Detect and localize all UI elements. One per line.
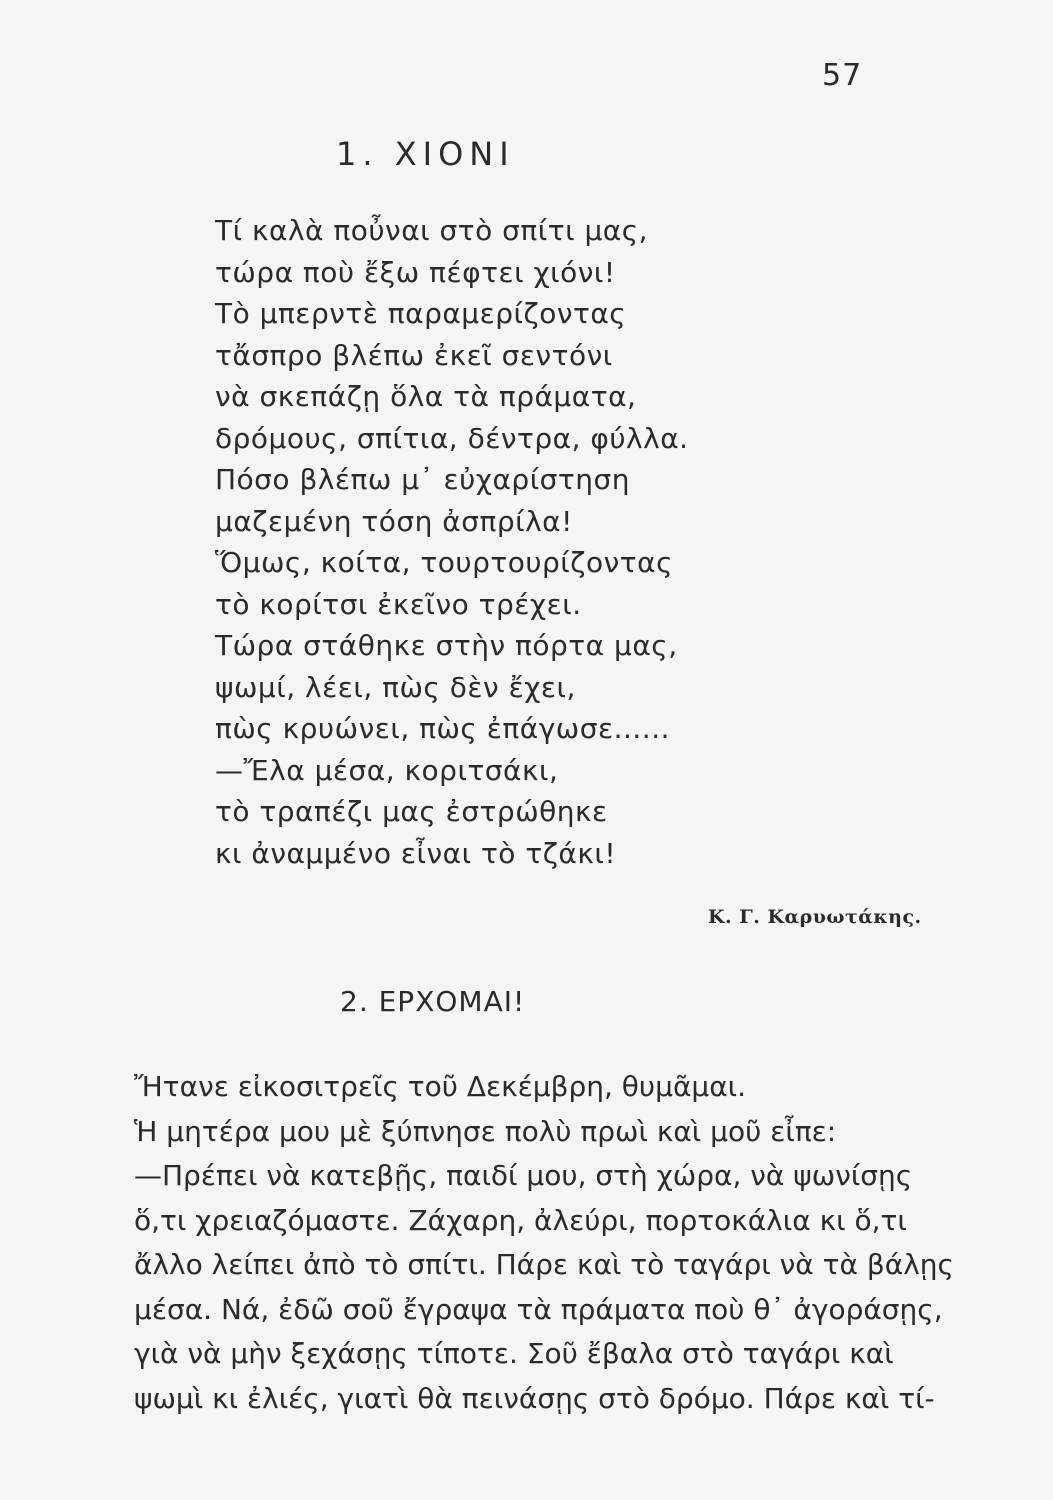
poem-line: τὸ κορίτσι ἐκεῖνο τρέχει.: [215, 587, 582, 621]
poem-line: Ὅμως, κοίτα, τουρτουρίζοντας: [215, 546, 674, 579]
story-line: Ἡ μητέρα μου μὲ ξύπνησε πολὺ πρωὶ καὶ μοῦ εἶπε:: [134, 1114, 837, 1148]
poem-line: Τώρα στάθηκε στὴν πόρτα μας,: [215, 629, 678, 662]
poem-line: —Ἔλα μέσα, κοριτσάκι,: [215, 753, 559, 787]
poem-author: Κ. Γ. Καρυωτάκης.: [708, 906, 922, 928]
story-line: ψωμὶ κι ἐλιές, γιατὶ θὰ πεινάσῃς στὸ δρόμο. Πάρε καὶ τί-: [134, 1381, 935, 1415]
story-line: μέσα. Νά, ἐδῶ σοῦ ἔγραψα τὰ πράματα ποὺ θ᾽ ἀγοράσῃς,: [134, 1292, 943, 1326]
poem-line: Πόσο βλέπω μ᾽ εὐχαρίστηση: [215, 463, 631, 496]
poem-line: κι ἀναμμένο εἶναι τὸ τζάκι!: [215, 836, 617, 870]
poem-body: [215, 210, 689, 874]
story-line: ὅ,τι χρειαζόμαστε. Ζάχαρη, ἀλεύρι, πορτοκάλια κι ὅ,τι: [134, 1203, 907, 1237]
poem-line: Τὸ μπερντὲ παραμερίζοντας: [215, 297, 627, 330]
story-body: [118, 1065, 954, 1421]
poem-line: νὰ σκεπάζῃ ὅλα τὰ πράματα,: [215, 380, 637, 413]
poem-title: 1. ΧΙΟΝΙ: [336, 135, 515, 173]
story-line: Ἤτανε εἰκοσιτρεῖς τοῦ Δεκέμβρη, θυμᾶμαι.: [134, 1070, 747, 1103]
story-line: —Πρέπει νὰ κατεβῇς, παιδί μου, στὴ χώρα, νὰ ψωνίσῃς: [134, 1159, 913, 1192]
poem-line: τἄσπρο βλέπω ἐκεῖ σεντόνι: [215, 338, 613, 372]
poem-line: πὼς κρυώνει, πὼς ἐπάγωσε......: [215, 712, 671, 745]
poem-line: τώρα ποὺ ἔξω πέφτει χιόνι!: [215, 255, 616, 289]
story-line: ἄλλο λείπει ἀπὸ τὸ σπίτι. Πάρε καὶ τὸ ταγάρι νὰ τὰ βάλῃς: [134, 1248, 954, 1281]
poem-line: Τί καλὰ ποὖναι στὸ σπίτι μας,: [215, 214, 649, 247]
story-line: γιὰ νὰ μὴν ξεχάσῃς τίποτε. Σοῦ ἔβαλα στὸ ταγάρι καὶ: [134, 1337, 894, 1370]
poem-line: δρόμους, σπίτια, δέντρα, φύλλα.: [215, 421, 689, 455]
poem-line: μαζεμένη τόση ἀσπρίλα!: [215, 504, 573, 538]
poem-line: ψωμί, λέει, πὼς δὲν ἔχει,: [215, 670, 576, 704]
page-number: 57: [822, 58, 863, 93]
story-title: 2. ΕΡΧΟΜΑΙ!: [340, 985, 526, 1018]
poem-line: τὸ τραπέζι μας ἐστρώθηκε: [215, 795, 608, 828]
